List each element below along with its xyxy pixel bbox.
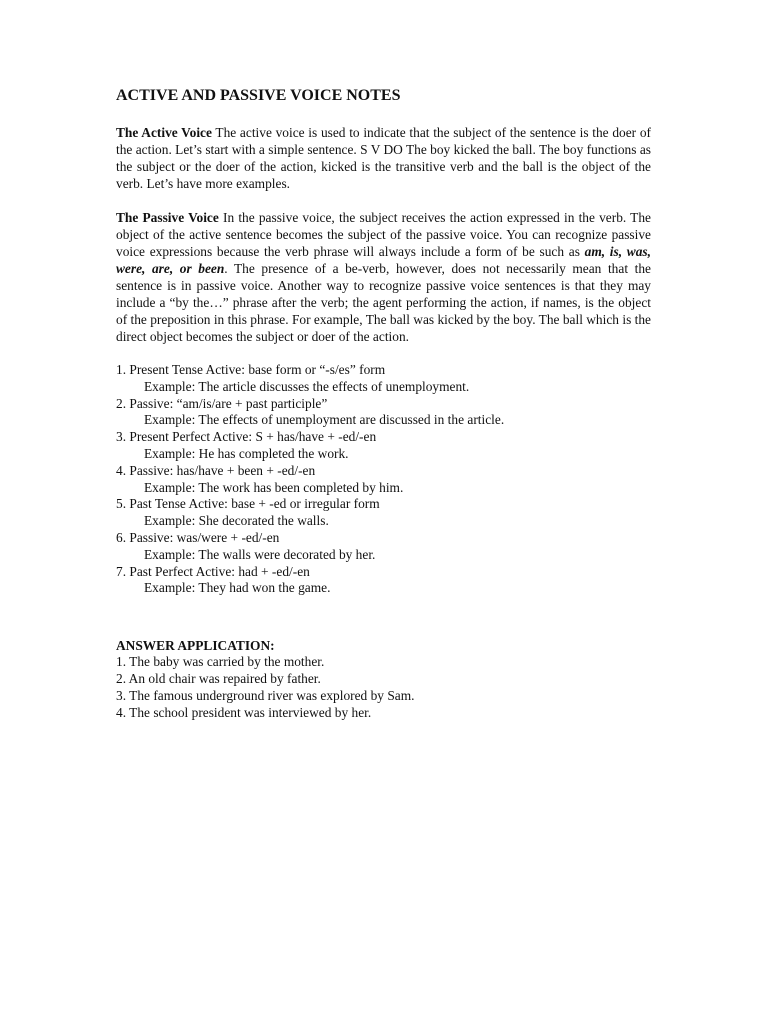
rule-item: 6. Passive: was/were + -ed/-en	[116, 529, 280, 545]
rule-item: 7. Past Perfect Active: had + -ed/-en	[116, 563, 310, 579]
rule-example: Example: They had won the game.	[144, 580, 331, 596]
rule-example: Example: The effects of unemployment are discussed in the article.	[144, 412, 505, 428]
passive-voice-heading: The Passive Voice	[116, 210, 219, 225]
answer-list	[116, 654, 651, 721]
passive-voice-text-after: . The presence of a be-verb, however, does not necessarily mean that the sentence is in passive voice. Another way to recognize passive voice sentences is that they may include a “by the…” phrase after the verb; the agent performing the action, if names, is the object of the preposition in this phrase. For example, The ball was kicked by the boy. The ball which is the direct object becomes the subject or doer of the action.	[116, 261, 651, 344]
passive-voice-paragraph	[116, 209, 651, 345]
answer-application-title: ANSWER APPLICATION:	[116, 638, 275, 654]
answer-item: 4. The school president was interviewed by her.	[116, 704, 372, 720]
be-verb-forms: am, is, was, were, are, or been	[116, 244, 651, 276]
active-voice-text: The active voice is used to indicate that the subject of the sentence is the doer of the action. Let’s start with a simple sentence. S V DO The boy kicked the ball. The boy functions as the subject or the doer of the action, kicked is the transitive verb and the ball is the object of the verb. Let’s have more examples.	[116, 125, 651, 191]
tense-rules-list	[116, 362, 651, 597]
rule-item: 3. Present Perfect Active: S + has/have + -ed/-en	[116, 429, 377, 445]
answer-application-section	[116, 637, 651, 721]
rule-example: Example: She decorated the walls.	[144, 513, 329, 529]
document-page	[116, 86, 651, 721]
rule-example: Example: He has completed the work.	[144, 445, 349, 461]
rule-item: 2. Passive: “am/is/are + past participle”	[116, 395, 328, 411]
active-voice-paragraph	[116, 124, 651, 192]
rule-item: 1. Present Tense Active: base form or “-s/es” form	[116, 362, 386, 377]
rule-item: 5. Past Tense Active: base + -ed or irregular form	[116, 496, 380, 512]
answer-item: 3. The famous underground river was explored by Sam.	[116, 687, 415, 703]
active-voice-heading: The Active Voice	[116, 125, 212, 140]
answer-item: 1. The baby was carried by the mother.	[116, 654, 325, 670]
passive-voice-text-before: In the passive voice, the subject receives the action expressed in the verb. The object of the active sentence becomes the subject of the passive voice. You can recognize passive voice expressions because the verb phrase will always include a form of be such as	[116, 210, 651, 259]
rule-example: Example: The walls were decorated by her.	[144, 546, 376, 562]
rule-example: Example: The work has been completed by him.	[144, 479, 404, 495]
rule-item: 4. Passive: has/have + been + -ed/-en	[116, 462, 316, 478]
rule-example: Example: The article discusses the effects of unemployment.	[144, 378, 470, 394]
answer-item: 2. An old chair was repaired by father.	[116, 670, 321, 686]
page-title: ACTIVE AND PASSIVE VOICE NOTES	[116, 87, 401, 104]
